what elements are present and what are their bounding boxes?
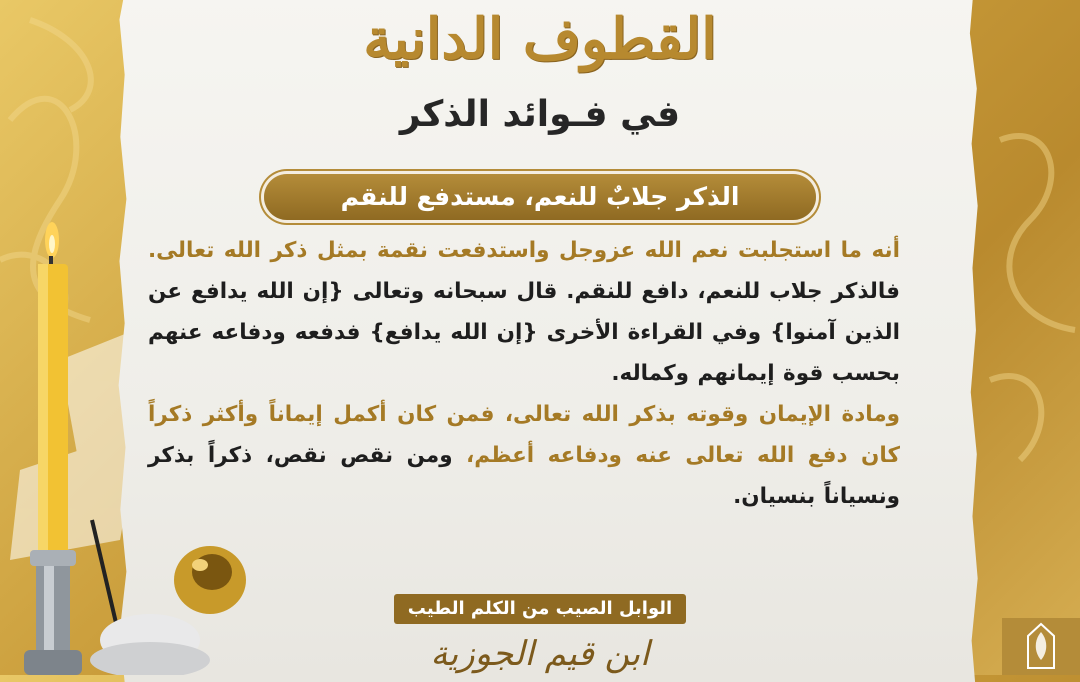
body-text	[148, 230, 900, 517]
author-signature: ابن قيم الجوزية	[430, 634, 650, 674]
page-subtitle: في فـوائد الذكر	[399, 94, 681, 135]
source-label: الوابل الصيب من الكلم الطيب	[394, 594, 686, 624]
logo-emblem-icon	[1002, 618, 1080, 675]
candle-icon	[24, 222, 82, 675]
topic-banner-text: الذكر جلابٌ للنعم، مستدفع للنقم	[340, 182, 740, 211]
body-text-gold-1: أنه ما استجلبت نعم الله عزوجل واستدفعت نقمة بمثل ذكر الله تعالى.	[148, 238, 900, 263]
body-text-dark-1: فالذكر جلاب للنعم، دافع للنقم. قال سبحانه وتعالى {إن الله يدافع عن الذين آمنوا} وفي القراءة الأخرى {إن الله يدافع} فدفعه ودفاعه عنهم بحسب قوة إيمانهم وكماله.	[148, 279, 900, 386]
body-text-gold-2: ومادة الإيمان وقوته بذكر الله تعالى، فمن كان أكمل إيماناً وأكثر ذكراً كان دفع الله تعالى عنه ودفاعه أعظم،	[148, 402, 900, 468]
page-title: القطوف الدانية	[363, 6, 717, 72]
candle-inkwell-decoration	[0, 220, 260, 675]
body-text-dark-2: ومن نقص نقص، ذكراً بذكر ونسياناً بنسيان.	[148, 443, 900, 509]
topic-banner	[264, 174, 816, 220]
